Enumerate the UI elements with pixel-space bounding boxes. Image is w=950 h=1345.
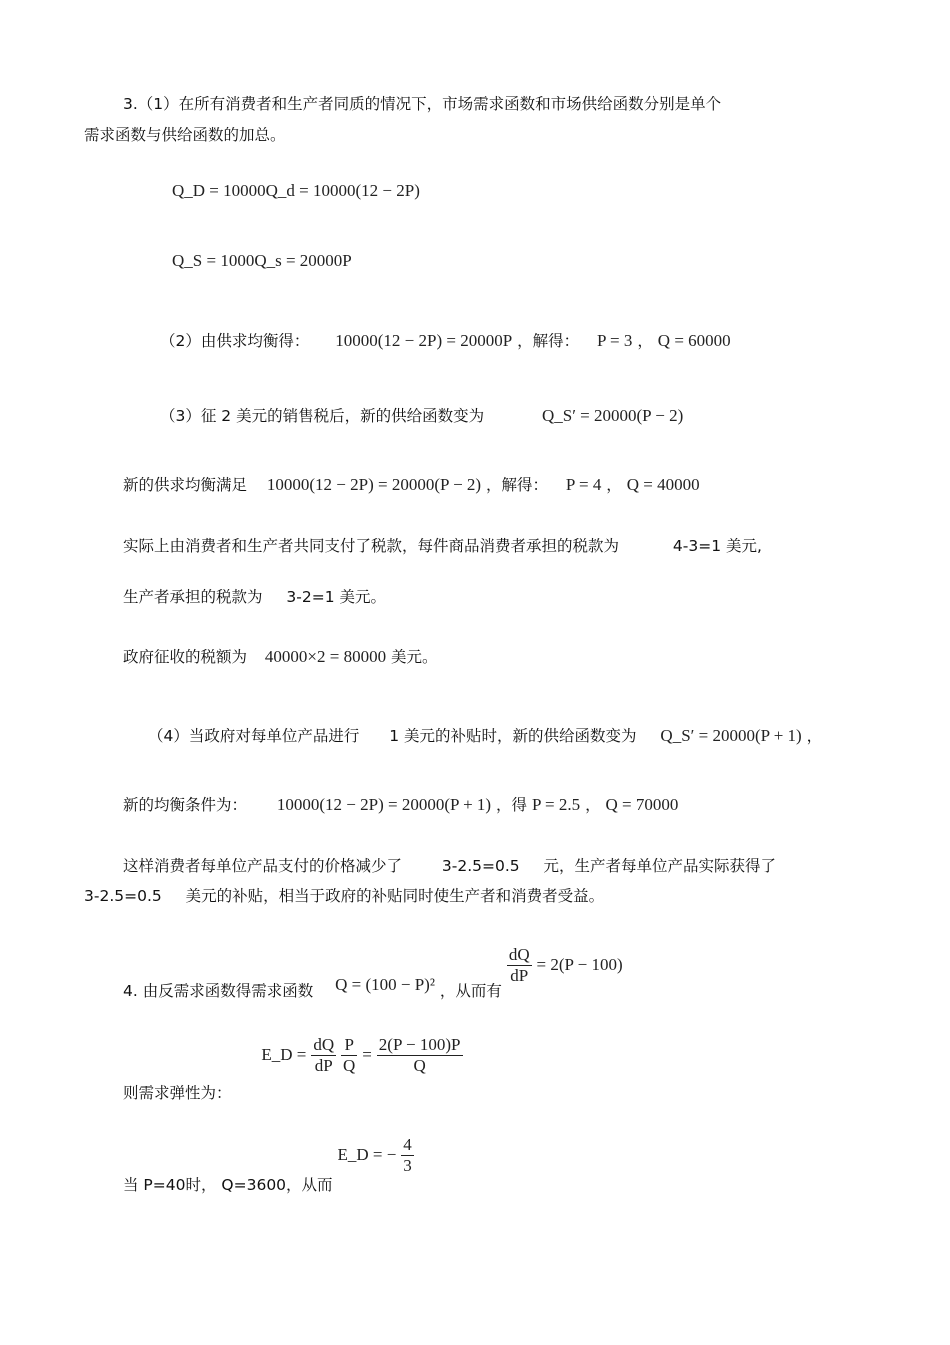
- part3-solve-text: ，解得：: [486, 476, 549, 494]
- part3-eq-equation: 10000(12 − 2P) = 20000(P − 2): [266, 475, 482, 494]
- part4-eq-equation: 10000(12 − 2P) = 20000(P + 1): [276, 795, 492, 814]
- conclusion-text-a: 这样消费者每单位产品支付的价格减少了: [123, 857, 403, 875]
- part2-equation: 10000(12 − 2P) = 20000P: [335, 331, 513, 350]
- s4-derivative-frac: [507, 945, 532, 986]
- s3-gov-tax-line: [123, 646, 438, 668]
- s3-conclusion-line2: [84, 885, 604, 907]
- producer-tax-text: 生产者承担的税款为: [123, 588, 263, 606]
- derivative-numerator: dQ: [508, 945, 530, 964]
- s4-elasticity-frac3: [377, 1035, 463, 1076]
- frac3-numerator: 2(P − 100)P: [378, 1035, 461, 1054]
- s4-elasticity-label: 则需求弹性为：: [123, 1084, 232, 1102]
- part4-comma: ，: [806, 727, 823, 745]
- s3-consumer-tax-line: [123, 535, 762, 557]
- part3-comma: ，: [606, 476, 622, 494]
- eq-market-demand: Q_D = 10000Q_d = 10000(12 − 2P): [172, 181, 420, 200]
- s3-producer-tax-line: [123, 586, 386, 608]
- part3-price: P = 4: [565, 475, 602, 494]
- s4-intro-text: 4. 由反需求函数得需求函数: [123, 982, 314, 1000]
- part4-subsidy-text: 1 美元的补贴时，新的供给函数变为: [389, 727, 637, 745]
- s3-part4-line: [148, 725, 822, 747]
- part4-new-supply-eq: Q_S′ = 20000(P + 1): [660, 726, 802, 745]
- part4-price: P = 2.5: [531, 795, 581, 814]
- frac2-numerator: P: [341, 1035, 357, 1056]
- s4-line2: [123, 1035, 463, 1102]
- gov-tax-equation: 40000×2 = 80000: [264, 647, 387, 666]
- derivative-denominator: dP: [510, 966, 529, 985]
- s4-elasticity-frac2: [341, 1035, 357, 1076]
- s3-part2-line: [160, 330, 731, 352]
- frac1-denominator: dP: [314, 1056, 333, 1075]
- eq-market-supply: Q_S = 1000Q_s = 20000P: [172, 251, 352, 270]
- gov-tax-text: 政府征收的税额为: [123, 648, 248, 666]
- part2-comma: ，: [637, 332, 653, 350]
- frac1-numerator: dQ: [313, 1035, 335, 1054]
- part2-price: P = 3: [596, 331, 633, 350]
- s3-para1-line2: 需求函数与供给函数的加总。: [84, 126, 286, 144]
- part3-quantity: Q = 40000: [626, 475, 700, 494]
- conclusion-text-c: 元，生产者每单位产品实际获得了: [543, 857, 777, 875]
- s4-final-lhs: E_D = −: [337, 1145, 397, 1164]
- part4-de-text: ，得: [496, 796, 528, 814]
- frac2-denominator: Q: [343, 1056, 356, 1075]
- producer-tax-value: 3-2=1 美元。: [286, 588, 386, 606]
- s3-part4-equilibrium-line: [123, 794, 678, 816]
- s4-from-text: ，从而有: [439, 982, 502, 1000]
- final-numerator: 4: [403, 1135, 412, 1154]
- part3-eq-label: 新的供求均衡满足: [123, 476, 248, 494]
- gov-tax-unit: 美元。: [391, 648, 438, 666]
- s3-part3-line: [160, 405, 683, 427]
- final-denominator: 3: [403, 1156, 412, 1175]
- part2-quantity: Q = 60000: [657, 331, 731, 350]
- s4-p40-text: 当 P=40时， Q=3600，从而: [123, 1176, 333, 1194]
- s4-demand-eq: Q = (100 − P)²: [335, 975, 435, 994]
- s4-derivative-rhs: = 2(P − 100): [536, 955, 623, 974]
- part2-label: （2）由供求均衡得：: [160, 332, 310, 350]
- part2-solve-text: ，解得：: [517, 332, 580, 350]
- part3-new-supply-eq: Q_S′ = 20000(P − 2): [541, 406, 684, 425]
- s4-line3: [123, 1135, 414, 1194]
- conclusion-val-b: 3-2.5=0.5: [441, 857, 520, 875]
- conclusion-text-e: 美元的补贴，相当于政府的补贴同时使生产者和消费者受益。: [185, 887, 605, 905]
- s4-line1: [123, 945, 623, 1000]
- s3-para1-line1: 3.（1）在所有消费者和生产者同质的情况下，市场需求函数和市场供给函数分别是单个: [123, 95, 722, 113]
- frac3-denominator: Q: [413, 1056, 426, 1075]
- s3-part3-equilibrium-line: [123, 474, 700, 496]
- part4-comma2: ，: [585, 796, 601, 814]
- consumer-tax-text: 实际上由消费者和生产者共同支付了税款，每件商品消费者承担的税款为: [123, 537, 620, 555]
- part3-label: （3）征 2 美元的销售税后，新的供给函数变为: [160, 407, 485, 425]
- conclusion-val-d: 3-2.5=0.5: [84, 887, 162, 905]
- s4-final-frac: [401, 1135, 414, 1176]
- consumer-tax-value: 4-3=1 美元,: [672, 537, 762, 555]
- part4-label: （4）当政府对每单位产品进行: [148, 727, 360, 745]
- s4-elasticity-frac1: [311, 1035, 336, 1076]
- part4-quantity: Q = 70000: [605, 795, 679, 814]
- s4-elasticity-equals: =: [362, 1045, 372, 1064]
- s3-conclusion-line1: [123, 855, 776, 877]
- s4-elasticity-lhs: E_D =: [261, 1045, 307, 1064]
- part4-eq-label: 新的均衡条件为：: [123, 796, 248, 814]
